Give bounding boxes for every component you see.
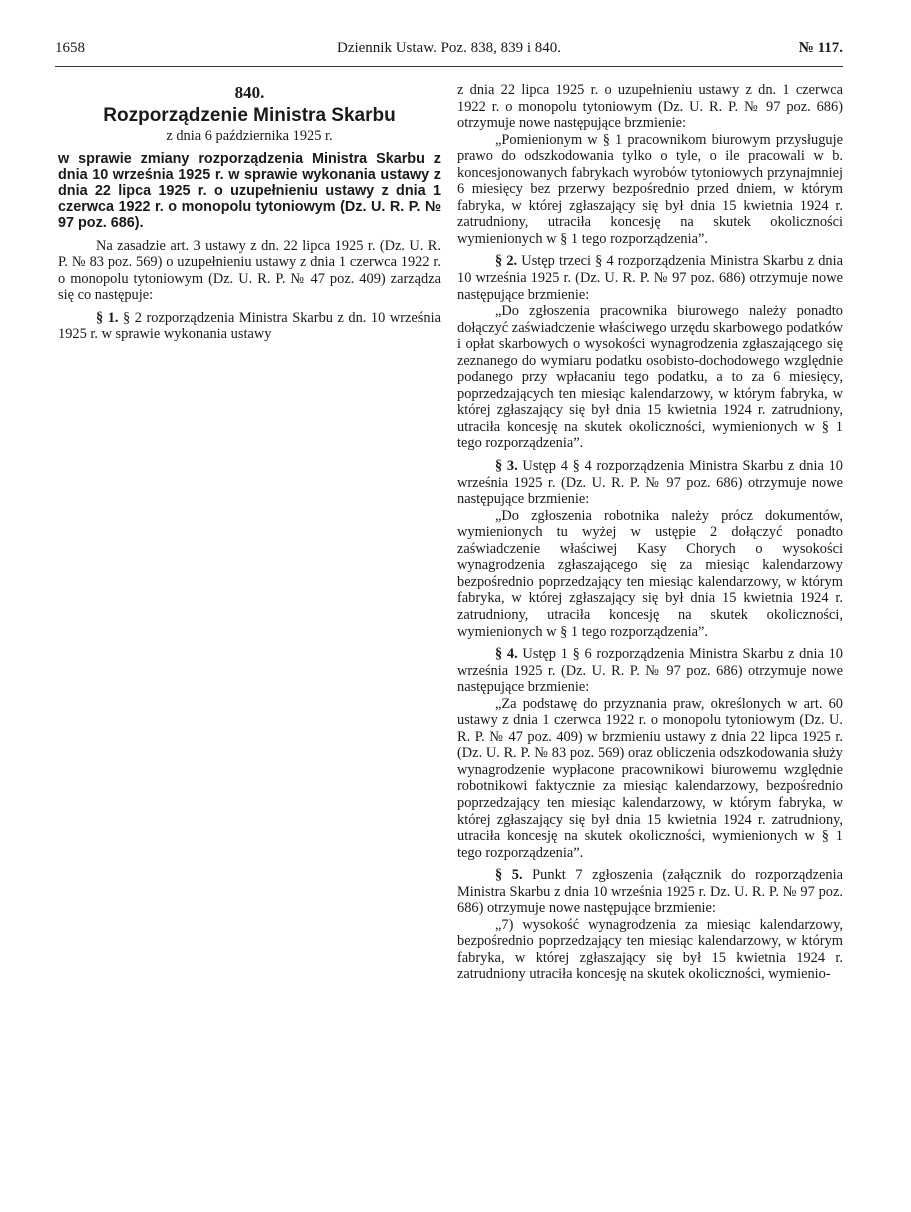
- issue-number: № 117.: [798, 40, 843, 56]
- quote-1: „Pomienionym w § 1 pracownikom biurowym przysługuje prawo do odszkodowania tylko o tyle, o ile pracowali w b. koncesjonowanych fabrykach wyrobów tytoniowych przynajmniej 6 miesięcy bez przerwy bezpośrednio przed dniem, w którym fabryka, w której zgłaszający się był dnia 15 kwietnia 1924 r. zatrudniony, utraciła koncesję na skutek okoliczności wymienionych w § 1 tego rozporządzenia”.: [457, 131, 843, 247]
- item-number: 840.: [234, 83, 265, 102]
- quote-4: „Za podstawę do przyznania praw, określonych w art. 60 ustawy z dnia 1 czerwca 1922 r. o monopolu tytoniowym (Dz. U. R. P. № 47 poz. 409) w brzmieniu ustawy z dnia 22 lipca 1925 r. (Dz. U. R. P. № 83 poz. 569) oraz obliczenia odszkodowania służy wynagrodzenie wypłacone pracownikowi biurowemu względnie robotnikowi faktycznie za miesiąc kalendarzowy, bezpośrednio poprzedzający ten miesiąc kalendarzowy, w którym fabryka, w której zgłaszający się był dnia 15 kwietnia 1924 r. zatrudniony, utraciła koncesję na skutek okoliczności, wymienionych w § 1 tego rozporządzenia”.: [457, 695, 843, 861]
- left-column: [58, 82, 441, 343]
- section-5-label: § 5.: [495, 867, 523, 884]
- section-1: [58, 310, 441, 343]
- section-4: [457, 646, 843, 696]
- section-2: [457, 253, 843, 303]
- right-column: [457, 82, 843, 983]
- journal-title: Dziennik Ustaw. Poz. 838, 839 i 840.: [336, 40, 561, 56]
- page-number: 1658: [55, 40, 85, 56]
- section-1-continuation: z dnia 22 lipca 1925 r. o uzupełnieniu ustawy z dn. 1 czerwca 1922 r. o monopolu tytoniowym (Dz. U. R. P. № 97 poz. 686) otrzymuje nowe następujące brzmienie:: [457, 82, 843, 132]
- regulation-title: Rozporządzenie Ministra Skarbu: [103, 105, 396, 126]
- regulation-subject: w sprawie zmiany rozporządzenia Ministra Skarbu z dnia 10 września 1925 r. w sprawie wykonania ustawy z dnia 22 lipca 1925 r. o uzupełnieniu ustawy z dnia 1 czerwca 1922 r. o monopolu tytoniowym (Dz. U. R. P. № 97 poz. 686).: [58, 150, 441, 232]
- quote-2: „Do zgłoszenia pracownika biurowego należy ponadto dołączyć zaświadczenie właściwego urzędu skarbowego podatków i opłat skarbowych o wysokości wynagrodzenia zgłaszającego się zeznanego do wymiaru podatku osobisto-dochodowego względnie podanego przy wpłacaniu tego podatku, a to za 6 miesięcy, poprzedzających ten miesiąc kalendarzowy, w którym fabryka, w której zgłaszający się był dnia 15 kwietnia 1924 r. zatrudniony, utraciła koncesję na skutek okoliczności, wymienionych w § 1 tego rozporządzenia”.: [457, 303, 843, 452]
- section-4-label: § 4.: [495, 646, 518, 663]
- section-1-label: § 1.: [96, 309, 119, 326]
- regulation-date: z dnia 6 października 1925 r.: [166, 128, 333, 144]
- running-header: [55, 38, 843, 62]
- section-1-text: § 2 rozporządzenia Ministra Skarbu z dn. 10 września 1925 r. w sprawie wykonania ustawy: [58, 309, 441, 343]
- section-5: [457, 867, 843, 917]
- section-5-text: Punkt 7 zgłoszenia (załącznik do rozporządzenia Ministra Skarbu z dnia 10 września 1925 r. Dz. U. R. P. № 97 poz. 686) otrzymuje nowe następujące brzmienie:: [457, 867, 843, 917]
- quote-3: „Do zgłoszenia robotnika należy prócz dokumentów, wymienionych tu wyżej w ustępie 2 dołączyć ponadto zaświadczenie właściwej Kasy Chorych o wysokości wynagrodzenia zgłaszającego się za miesiąc kalendarzowy bezpośrednio poprzedzający ten miesiąc kalendarzowy, w którym fabryka, w której zgłaszający się był dnia 15 kwietnia 1924 r. zatrudniony, utraciła koncesję na skutek okoliczności, wymienionych w § 1 tego rozporządzenia”.: [457, 507, 843, 640]
- intro-paragraph: Na zasadzie art. 3 ustawy z dn. 22 lipca 1925 r. (Dz. U. R. P. № 83 poz. 569) o uzupełnieniu ustawy z dnia 1 czerwca 1922 r. o monopolu tytoniowym (Dz. U. R. P. № 47 poz. 409) zarządza się co następuje:: [58, 237, 441, 304]
- quote-5: „7) wysokość wynagrodzenia za miesiąc kalendarzowy, bezpośrednio poprzedzający ten miesiąc kalendarzowy, w którym fabryka, w której zgłaszający się był 15 kwietnia 1924 r. zatrudniony utraciła koncesję na skutek okoliczności, wymienio-: [457, 916, 843, 983]
- section-2-label: § 2.: [495, 253, 518, 270]
- section-3-text: Ustęp 4 § 4 rozporządzenia Ministra Skarbu z dnia 10 września 1925 r. (Dz. U. R. P. № 97 poz. 686) otrzymuje nowe następujące brzmienie:: [457, 458, 843, 508]
- section-3: [457, 458, 843, 508]
- section-3-label: § 3.: [495, 458, 518, 475]
- section-2-text: Ustęp trzeci § 4 rozporządzenia Ministra Skarbu z dnia 10 września 1925 r. (Dz. U. R. P. № 97 poz. 686) otrzymuje nowe następujące brzmienie:: [457, 253, 843, 303]
- header-rule: [55, 66, 843, 67]
- section-4-text: Ustęp 1 § 6 rozporządzenia Ministra Skarbu z dnia 10 września 1925 r. (Dz. U. R. P. № 97 poz. 686) otrzymuje nowe następujące brzmienie:: [457, 646, 843, 696]
